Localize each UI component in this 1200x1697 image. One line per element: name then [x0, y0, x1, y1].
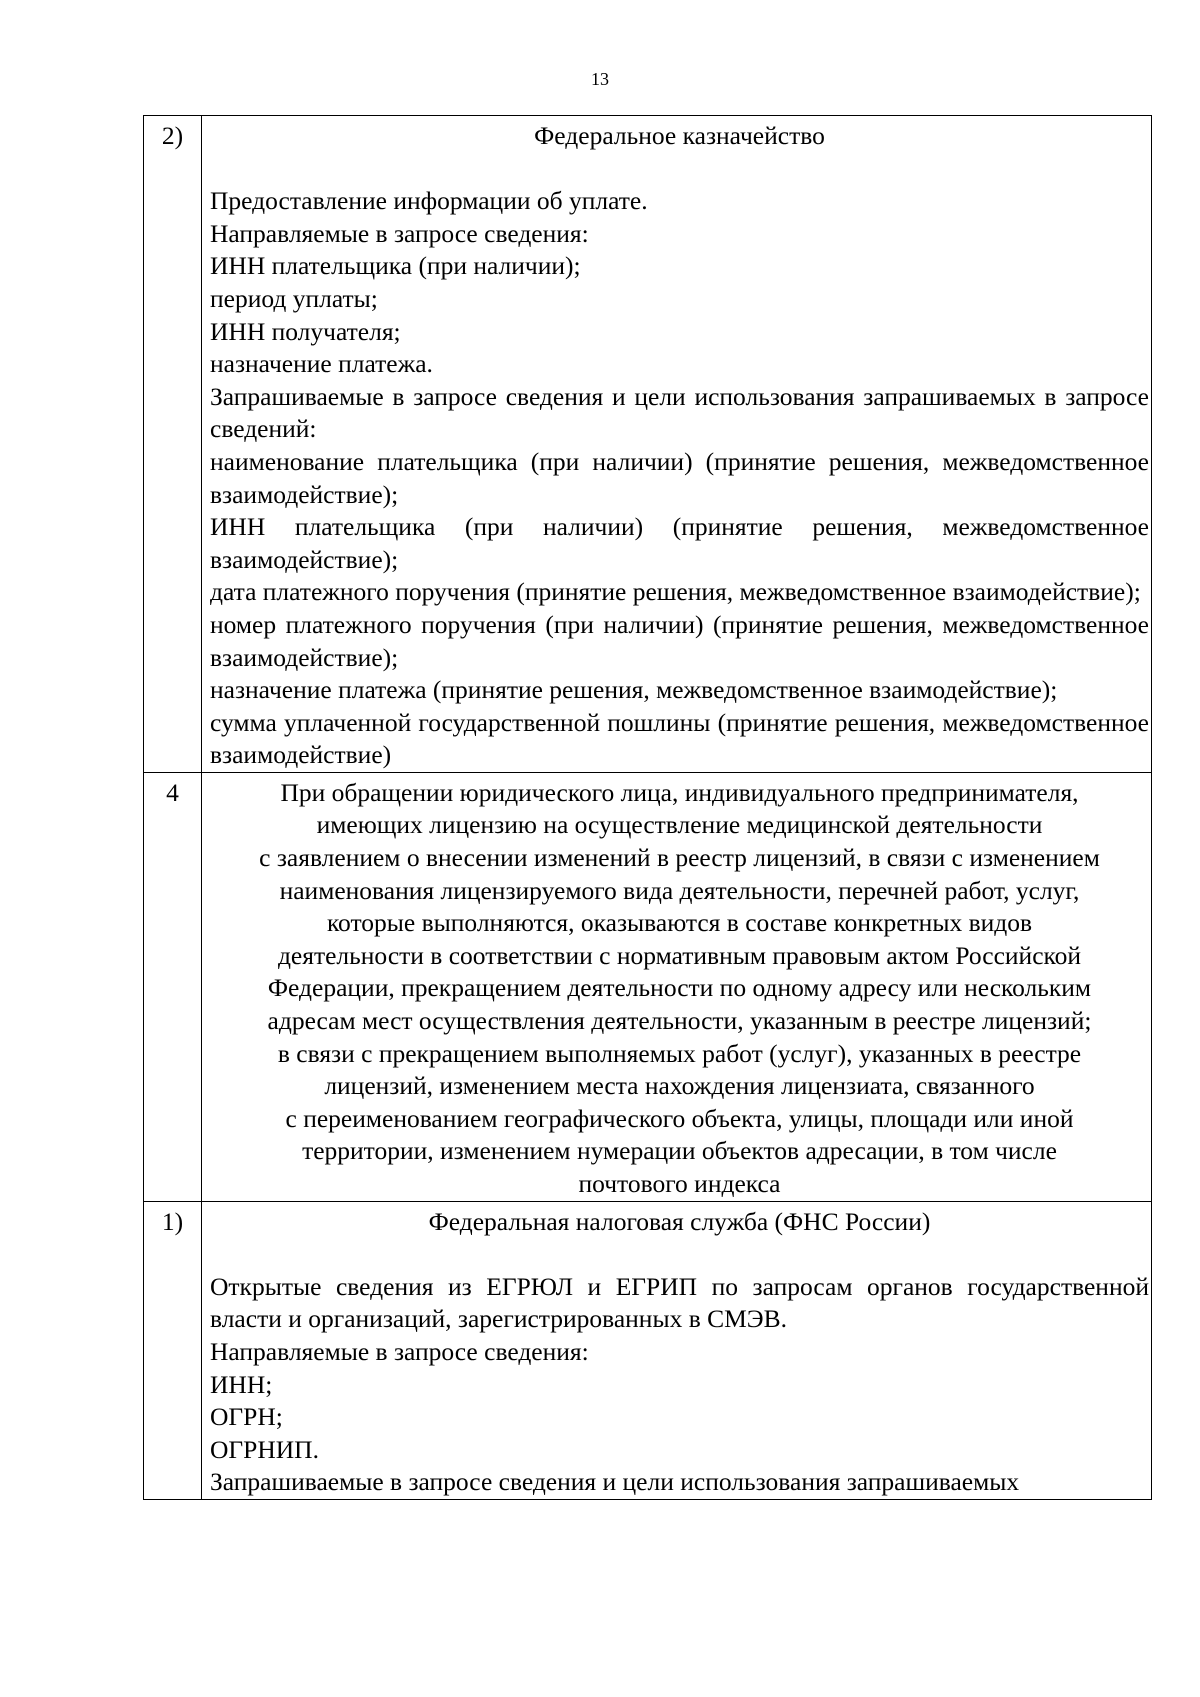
paragraph: Направляемые в запросе сведения:: [210, 218, 589, 248]
paragraph: ОГРН;: [210, 1402, 283, 1432]
title-line: с заявлением о внесении изменений в реестр лицензий, в связи с изменением: [259, 843, 1100, 873]
paragraph: дата платежного поручения (принятие решения, межведомственное взаимодействие);: [210, 577, 1141, 607]
title-line: почтового индекса: [578, 1169, 781, 1198]
title-line: При обращении юридического лица, индивидуального предпринимателя,: [280, 777, 1079, 807]
title-line: территории, изменением нумерации объектов адресации, в том числе: [302, 1136, 1057, 1166]
title-line: лицензий, изменением места нахождения лицензиата, связанного: [324, 1071, 1035, 1101]
title-line: в связи с прекращением выполняемых работ (услуг), указанных в реестре: [277, 1038, 1082, 1068]
table-row: [144, 772, 1152, 1201]
title-line: имеющих лицензию на осуществление медицинской деятельности: [316, 810, 1043, 840]
table-row: [144, 116, 1152, 773]
paragraph: Запрашиваемые в запросе сведения и цели использования запрашиваемых: [210, 1467, 1020, 1497]
page-number: 13: [591, 69, 609, 89]
paragraph: ИНН;: [210, 1369, 273, 1399]
paragraph: назначение платежа (принятие решения, межведомственное взаимодействие);: [210, 675, 1058, 705]
paragraph: Запрашиваемые в запросе сведения и цели использования запрашиваемых в запросе сведений:: [210, 381, 1149, 444]
title-line: которые выполняются, оказываются в составе конкретных видов: [326, 908, 1033, 938]
title-line: с переименованием географического объекта, улицы, площади или иной: [285, 1103, 1074, 1133]
row-content: [202, 116, 1152, 773]
paragraph: назначение платежа.: [210, 349, 433, 379]
paragraph: наименование плательщика (при наличии) (принятие решения, межведомственное взаимодействие);: [210, 446, 1149, 509]
row-number: 1): [144, 1201, 202, 1499]
table-row: [144, 1201, 1152, 1499]
row-number: 2): [144, 116, 202, 773]
row-content: [202, 1201, 1152, 1499]
paragraph: ИНН плательщика (при наличии);: [210, 251, 581, 281]
title-line: деятельности в соответствии с нормативным правовым актом Российской: [277, 940, 1082, 970]
document-table: [143, 115, 1152, 1500]
row-number: 4: [144, 772, 202, 1201]
section-title: [210, 777, 1149, 1201]
paragraph: номер платежного поручения (при наличии) (принятие решения, межведомственное взаимодействие);: [210, 609, 1149, 672]
paragraph: Открытые сведения из ЕГРЮЛ и ЕГРИП по запросам органов государственной власти и организаций, зарегистрированных в СМЭВ.: [210, 1271, 1149, 1334]
row-content: [202, 772, 1152, 1201]
title-line: адресам мест осуществления деятельности, указанным в реестре лицензий;: [267, 1006, 1092, 1036]
title-line: наименования лицензируемого вида деятельности, перечней работ, услуг,: [279, 875, 1080, 905]
paragraph: ОГРНИП.: [210, 1434, 319, 1464]
agency-heading: Федеральная налоговая служба (ФНС России): [428, 1206, 931, 1236]
paragraph: Направляемые в запросе сведения:: [210, 1336, 589, 1366]
paragraph: ИНН плательщика (при наличии) (принятие решения, межведомственное взаимодействие);: [210, 512, 1149, 574]
paragraph: ИНН получателя;: [210, 316, 401, 346]
paragraph: сумма уплаченной государственной пошлины (принятие решения, межведомственное взаимодействие): [210, 707, 1149, 770]
agency-heading: Федеральное казначейство: [534, 121, 825, 150]
paragraph: Предоставление информации об уплате.: [210, 186, 648, 216]
title-line: Федерации, прекращением деятельности по одному адресу или нескольким: [267, 973, 1092, 1003]
paragraph: период уплаты;: [210, 283, 378, 313]
